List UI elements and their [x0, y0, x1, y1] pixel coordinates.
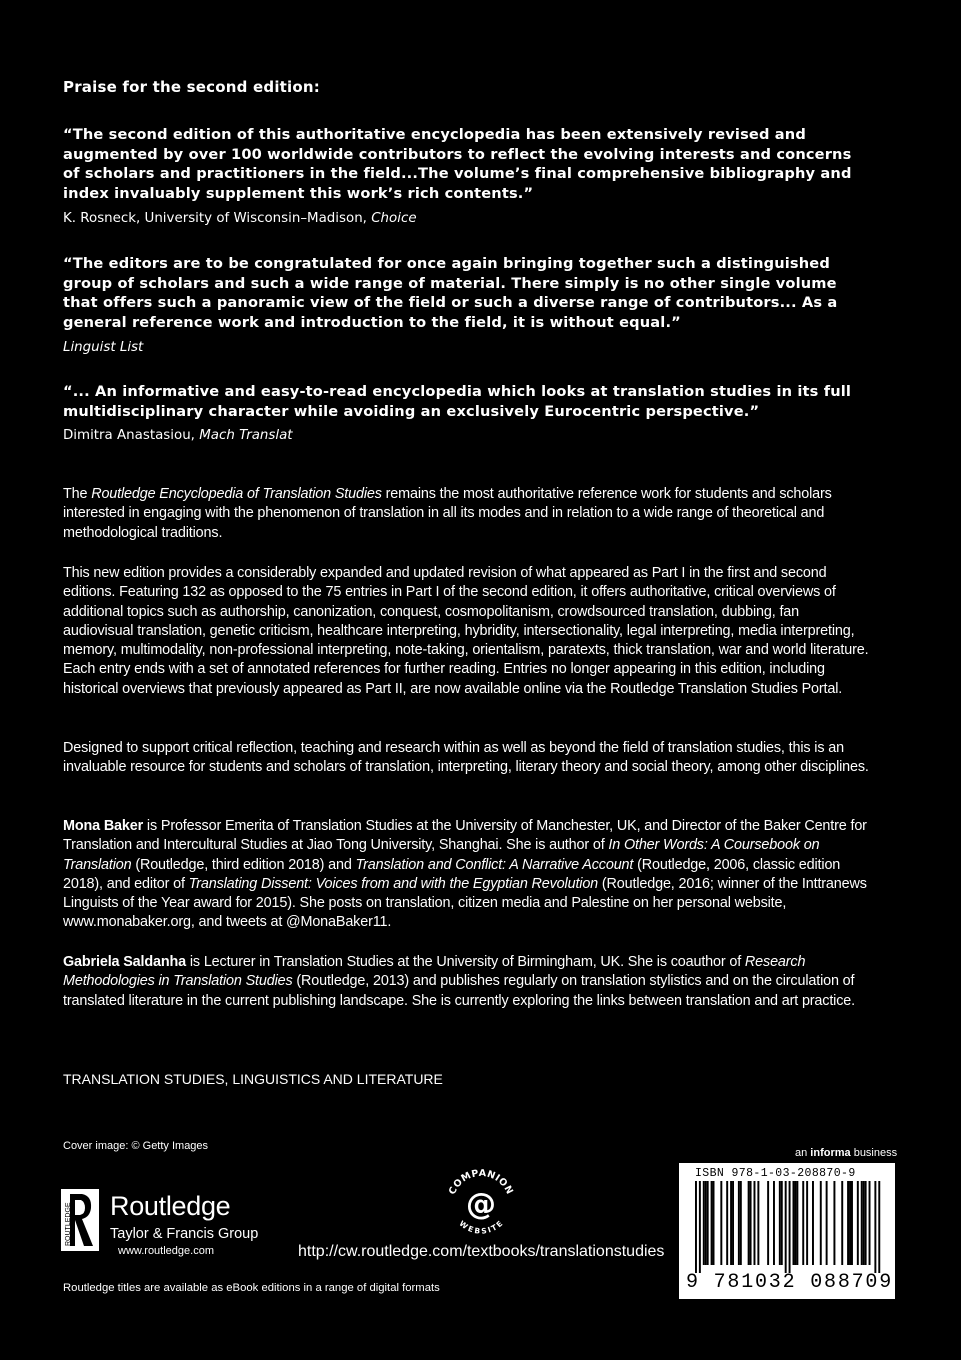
informa-tagline: an informa business: [795, 1147, 898, 1159]
barcode-bar: [707, 1181, 709, 1265]
barcode-bar: [793, 1181, 795, 1265]
barcode-bar: [699, 1181, 701, 1273]
barcode-bar: [826, 1181, 828, 1265]
barcode-bar: [705, 1181, 707, 1265]
barcode-bar: [720, 1181, 722, 1265]
barcode-bar: [847, 1181, 849, 1265]
editor-bio-baker: Mona Baker is Professor Emerita of Translation Studies at the University of Manchester, UK, and Director of the Baker Centre for Translation and Intercultural Studies at Jiao Tong University, Shanghai. She is author of In Other Words: A Coursebook on Translation (Routledge, third edition 2018) and Translation and Conflict: A Narrative Account (Routledge, 2006, classic edition 2018), and editor of Translating Dissent: Voices from and with the Egyptian Revolution (Routledge, 2016; winner of the Inttranews Linguists of the Year award for 2015). She posts on translation, citizen media and Palestine on her personal website, www.monabaker.org, and tweets at @MonaBaker11.: [63, 818, 867, 931]
barcode-bar: [713, 1181, 715, 1265]
barcode-bar: [726, 1181, 728, 1265]
barcode-bar: [781, 1181, 783, 1265]
publisher-website: www.routledge.com: [118, 1245, 214, 1257]
quote-mach-translat: “... An informative and easy-to-read encyclopedia which looks at translation studies in its full multidisciplinary character while avoiding an exclusively Eurocentric perspective.”: [63, 383, 852, 420]
quote-linguist-list: “The editors are to be congratulated for once again bringing together such a distinguished group of scholars and such a wide range of material. There simply is no other single volume that offers such a panoramic view of the field or such a diverse range of contributors... As a general reference work and introduction to the field, it is without equal.”: [63, 255, 838, 331]
barcode-bar: [785, 1181, 787, 1273]
description-paragraph-1: The Routledge Encyclopedia of Translation Studies remains the most authoritative reference work for students and scholars interested in engaging with the phenomenon of translation in all its modes and in relation to a wide range of theoretical and methodological traditions.: [63, 486, 832, 541]
barcode-bar: [750, 1181, 752, 1265]
barcode-bar: [851, 1181, 853, 1265]
barcode-bar: [794, 1181, 796, 1265]
quote-linguist-list-attribution: Linguist List: [63, 340, 144, 355]
barcode-bar: [806, 1181, 808, 1265]
editor-bio-saldanha: Gabriela Saldanha is Lecturer in Translation Studies at the University of Birmingham, UK. She is coauthor of Research Methodologies in Translation Studies (Routledge, 2013) and publishes regularly on translation stylistics and on the circulation of translated literature in the current publishing landscape. She is currently exploring the links between translation and art practice.: [63, 954, 855, 1009]
barcode-bar: [732, 1181, 734, 1265]
barcode-bars: [687, 1181, 887, 1273]
logo-vertical-text: ROUTLEDGE: [65, 1202, 72, 1246]
routledge-logo: [60, 1188, 290, 1256]
barcode-bar: [802, 1181, 804, 1265]
barcode-bar: [863, 1181, 865, 1265]
isbn-barcode: [679, 1163, 895, 1299]
barcode-bar: [748, 1181, 750, 1265]
barcode-bar: [757, 1181, 759, 1265]
barcode-bar: [740, 1181, 742, 1265]
subject-category: TRANSLATION STUDIES, LINGUISTICS AND LITERATURE: [63, 1071, 443, 1087]
barcode-bar: [849, 1181, 851, 1265]
cover-credit: Cover image: © Getty Images: [63, 1140, 209, 1152]
barcode-bar: [865, 1181, 867, 1265]
isbn-label: ISBN 978-1-03-208870-9: [695, 1167, 856, 1180]
description-paragraph-3: Designed to support critical reflection, teaching and research within as well as beyond the field of translation studies, this is an invaluable resource for students and scholars of translation, interpreting, literary theory and social theory, among other disciplines.: [63, 740, 869, 776]
barcode-bar: [833, 1181, 835, 1265]
barcode-bar: [738, 1181, 740, 1265]
barcode-bar: [695, 1181, 697, 1273]
barcode-bar: [820, 1181, 822, 1265]
barcode-bar: [754, 1181, 756, 1265]
companion-bottom-text: WEBSITE: [457, 1218, 505, 1236]
barcode-bar: [812, 1181, 814, 1265]
barcode-bar: [796, 1181, 798, 1265]
barcode-bar: [779, 1181, 781, 1265]
barcode-bar: [730, 1181, 732, 1265]
publisher-group: Taylor & Francis Group: [110, 1226, 259, 1242]
companion-website-badge: [443, 1166, 519, 1242]
barcode-bar: [874, 1181, 876, 1273]
description-paragraph-2: This new edition provides a considerably expanded and updated revision of what appeared as Part I in the first and second editions. Featuring 132 as opposed to the 75 entries in Part I of the second edition, it offers authoritative, critical overviews of additional topics such as authorship, canonization, conquest, cosmopolitanism, crowdsourced translation, dubbing, fan audiovisual translation, genetic criticism, healthcare interpreting, hybridity, intersectionality, legal interpreting, media interpreting, memory, multimodality, non-professional interpreting, note-taking, orientalism, paratexts, thick translation, war and world literature. Each entry ends with a set of annotated references for further reading. Entries no longer appearing in this edition, including historical overviews that previously appeared as Part II, are now available online via the Routledge Translation Studies Portal.: [63, 565, 869, 697]
barcode-bar: [773, 1181, 775, 1265]
companion-url[interactable]: http://cw.routledge.com/textbooks/translationstudies: [298, 1243, 665, 1260]
barcode-bar: [869, 1181, 871, 1265]
barcode-bar: [711, 1181, 713, 1265]
barcode-bar: [789, 1181, 791, 1273]
barcode-bar: [703, 1181, 705, 1265]
ebook-note: Routledge titles are available as eBook editions in a range of digital formats: [63, 1282, 440, 1294]
publisher-name: Routledge: [110, 1191, 231, 1221]
routledge-logo-icon: [60, 1188, 100, 1252]
quote-mach-translat-attribution: Dimitra Anastasiou, Mach Translat: [63, 428, 293, 443]
barcode-bar: [878, 1181, 880, 1273]
quote-choice-attribution: K. Rosneck, University of Wisconsin–Madison, Choice: [63, 211, 417, 226]
barcode-digits: 9 781032 088709: [686, 1271, 894, 1294]
praise-heading: Praise for the second edition:: [63, 78, 320, 96]
at-symbol-icon: @: [466, 1187, 496, 1222]
barcode-bar: [857, 1181, 859, 1265]
companion-top-text: COMPANION: [446, 1167, 516, 1197]
barcode-bar: [841, 1181, 843, 1265]
barcode-bar: [767, 1181, 769, 1265]
barcode-bar: [861, 1181, 863, 1265]
quote-choice: “The second edition of this authoritative encyclopedia has been extensively revised and augmented by over 100 worldwide contributors to reflect the evolving interests and concerns of scholars and practitioners in the field...The volume’s final comprehensive bibliography and index invaluably supplement this work’s rich contents.”: [63, 126, 852, 202]
